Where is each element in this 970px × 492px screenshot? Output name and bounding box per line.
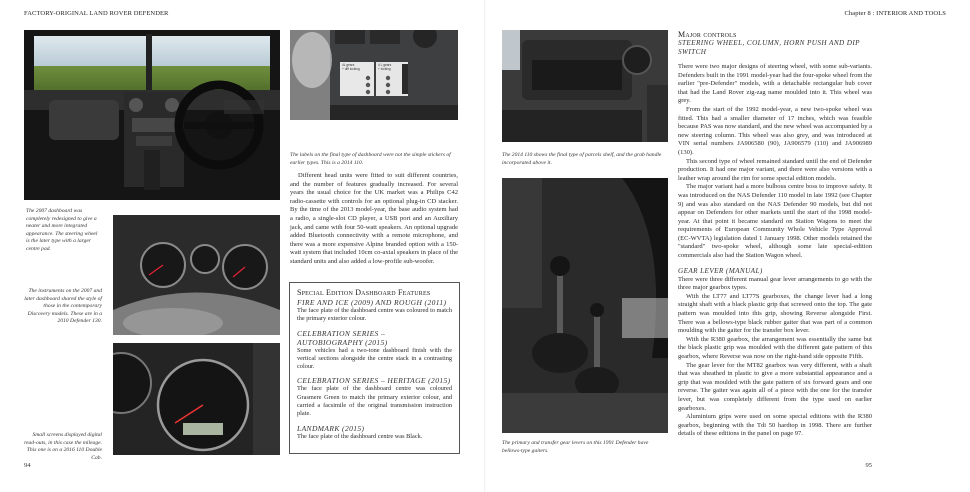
caption-instruments: The instruments on the 2007 and later dashboard shared the style of those in the contemporary Discovery models. These are in a 2010 Defender 130.: [24, 288, 102, 325]
running-header-right: Chapter 8 : INTERIOR AND TOOLS: [844, 10, 946, 17]
caption-dashboard-2007: The 2007 dashboard was completely redesigned to give a neater and more integrated appearance. The steering wheel is the later type with a larger centre pad.: [26, 208, 98, 252]
caption-gear-levers: The primary and transfer gear levers on this 1991 Defender have bellows-type gaiters.: [502, 440, 649, 454]
gear-paragraph: With the R380 gearbox, the arrangement was essentially the same but the black plastic grip was moulded with the different gate pattern of this gearbox, where Reverse was now on the right-hand side opposite Fifth.: [678, 335, 872, 360]
steering-paragraph: This second type of wheel remained standard until the end of Defender production. It had one major variant, and there were also versions with a leather wrap around the rim for some special edition models.: [678, 157, 872, 182]
panel-heading-heritage: CELEBRATION SERIES – HERITAGE (2015): [297, 376, 451, 386]
gear-paragraph: There were three different manual gear lever arrangements to go with the three major gearbox types.: [678, 275, 872, 292]
steering-paragraph: There were two major designs of steering wheel, with some sub-variants. Defenders built in the 1991 model-year had the four-spoke wheel from the earlier "pre-Defender" models, with a detachable rectangular hub cover that had the Land Rover zig-zag name moulded into it. This wheel was grey.: [678, 63, 872, 105]
gear-paragraph: The gear lever for the MT82 gearbox was very different, with a shaft that was sheathed in plastic to give a more substantial appearance and a grip that was moulded with the gate pattern of six forward gears and one reverse. The gaiter was again all of a piece with the one for the transfer lever, but was completely different from the type used on earlier gearboxes.: [678, 361, 872, 412]
special-edition-panel: [289, 282, 460, 454]
gear-lever-text: [678, 276, 872, 439]
panel-heading-landmark: LANDMARK (2015): [297, 423, 365, 433]
panel-heading-autobiography: CELEBRATION SERIES – AUTOBIOGRAPHY (2015): [297, 328, 388, 347]
left-body-text: [290, 172, 458, 267]
section-title-major-controls: Major controls: [678, 30, 737, 39]
panel-text-heritage: The face plate of the dashboard centre was coloured Grasmere Green to match the primary exterior colour, and carried a facsimile of the original transmission instruction plate.: [297, 385, 452, 418]
panel-heading-fire-ice: FIRE AND ICE (2009) AND ROUGH (2011): [297, 298, 447, 307]
photo-instruments: [113, 215, 280, 335]
gear-paragraph: With the LT77 and LT77S gearboxes, the change lever had a long straight shaft with a black plastic grip that screwed onto the top. The gate pattern was moulded into this grip, showing Reverse alongside First. There was a bellows-type black rubber gaiter that was part of a common moulding with the gaiter for the transfer box lever.: [678, 292, 872, 335]
panel-title: Special Edition Dashboard Features: [297, 288, 431, 297]
steering-wheel-text: [678, 63, 872, 261]
labels-photo-illustration: [290, 30, 458, 120]
caption-labels: The labels on the final type of dashboard were not the simple stickers of earlier types. This is a 2014 110.: [290, 152, 451, 166]
subsection-gear-lever: GEAR LEVER (MANUAL): [678, 266, 763, 275]
gear-paragraph: Aluminium grips were used on some special editions with the R380 gearbox, beginning with the Tdi 50 hardtop in 1998. There are further details of these editions in the panel on page 97.: [678, 413, 872, 438]
parcels-shelf-photo-illustration: [502, 30, 668, 142]
caption-parcels-shelf: The 2014 110 shows the final type of parcels shelf, and the grab handle incorporated above it.: [502, 152, 662, 166]
page-number-right: 95: [865, 462, 872, 469]
label-sticker-right: 4 L gears + locking: [378, 63, 392, 71]
page-gutter: [484, 0, 486, 492]
speedometer-photo-illustration: [113, 343, 280, 455]
steering-paragraph: From the start of the 1992 model-year, a new two-spoke wheel was fitted. This had a smaller diameter of 17 inches, which was feasible because PAS was now standard, and the new wheel was accompanied by a new steering column. This wheel was also grey, and was introduced at VIN serial numbers JA906580 (90), JA906579 (110) and JA906989 (130).: [678, 105, 872, 156]
major-controls-section: [678, 30, 872, 439]
photo-digital-screen: [113, 343, 280, 455]
photo-dashboard-labels: [290, 30, 458, 120]
instruments-photo-illustration: [113, 215, 280, 335]
gear-levers-photo-illustration: [502, 178, 668, 433]
steering-paragraph: The major variant had a more bulbous centre boss to improve safety. It was introduced on the NAS Defender 110 model in late 1992 (see Chapter 9) and was also standard on the NAS Defender 90 models, but did not appear on Defenders for other markets until the start of the 1998 model-year. At that point it became standard on Station Wagons to meet the requirements of European Community Whole Vehicle Type Approval (EC-WVTA) legislation dated 1 January 1998. Other models retained the "standard" two-spoke wheel, although some late special-edition commercials also had the Station Wagon wheel.: [678, 183, 872, 260]
label-sticker-left: 4L gears + diff locking: [342, 63, 360, 71]
running-header-left: FACTORY-ORIGINAL LAND ROVER DEFENDER: [24, 10, 169, 17]
page-number-left: 94: [24, 462, 31, 469]
photo-dashboard-2007: [24, 30, 280, 200]
left-body-paragraph: Different head units were fitted to suit different countries, and the number of features gradually increased. For several years the usual choice for the UK market was a Philips C42 radio-cassette with controls for an optional plug-in CD stacker. By the time of the 2013 model-year, the base audio system had a radio, a single-slot CD player, a USB port and an Auxiliary jack, and came with four 50-watt speakers. An optional upgrade added Bluetooth connectivity with a remote microphone, and there was a more expensive Alpine branded option with a 150-watt system that included 10cm co-axial speakers in place of the standard units and also added a low-profile sub-woofer.: [290, 172, 458, 265]
subsection-steering-wheel: STEERING WHEEL, COLUMN, HORN PUSH AND DIP SWITCH: [678, 39, 860, 56]
photo-parcels-shelf: [502, 30, 668, 142]
panel-text-landmark: The face plate of the dashboard centre was Black.: [297, 432, 423, 440]
caption-small-screens: Small screens displayed digital read-outs, in this case the mileage. This one is on a 2016 110 Double Cab.: [24, 432, 102, 461]
panel-text-autobiography: Some vehicles had a two-tone dashboard finish with the vertical sections alongside the centre stack in a contrasting colour.: [297, 346, 452, 371]
dashboard-photo-illustration: [24, 30, 280, 200]
panel-text-fire-ice: The face plate of the dashboard centre was coloured to match the primary exterior colour.: [297, 307, 452, 323]
photo-gear-levers: [502, 178, 668, 433]
